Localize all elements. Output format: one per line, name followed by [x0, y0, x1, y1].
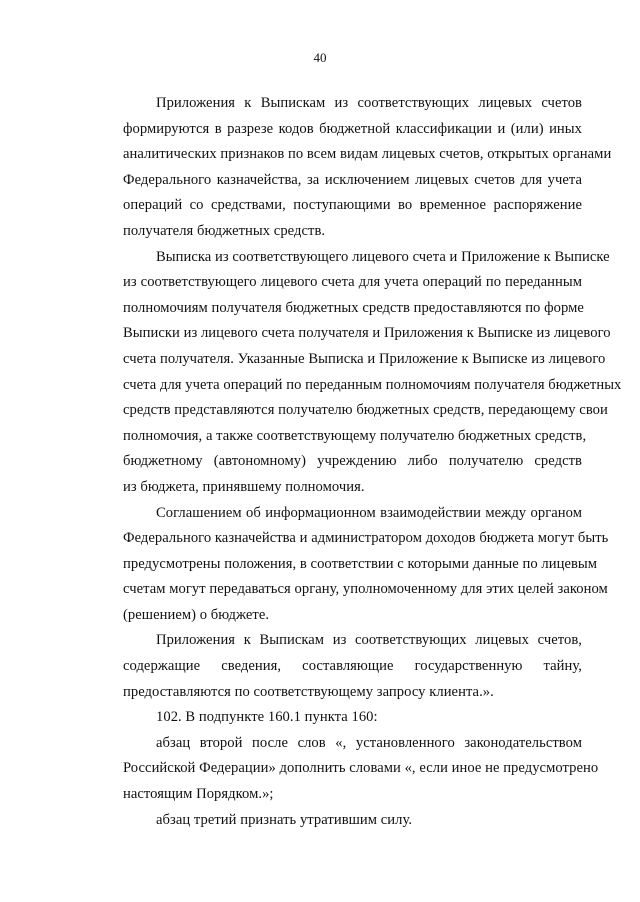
paragraph	[90, 731, 599, 808]
text-line: Приложения к Выпискам из соответствующих лицевых счетов,	[156, 632, 582, 649]
paragraph	[90, 705, 582, 731]
text-line: Выписки из лицевого счета получателя и Приложения к Выписке из лицевого	[123, 325, 611, 342]
text-line: полномочия, а также соответствующему получателю бюджетных средств,	[123, 427, 587, 444]
text-line: Соглашением об информационном взаимодействии между органом	[156, 504, 582, 521]
text-line: предусмотрены положения, в соответствии с которыми данные по лицевым	[123, 555, 598, 572]
text-line: из бюджета, принявшему полномочия.	[123, 478, 365, 495]
text-line: Федерального казначейства, за исключением лицевых счетов для учета	[123, 171, 582, 188]
text-line: (решением) о бюджете.	[123, 606, 270, 623]
text-line: получателя бюджетных средств.	[123, 222, 326, 239]
text-line: предоставляются по соответствующему запросу клиента.».	[123, 683, 494, 700]
text-line: счетам могут передаваться органу, уполномоченному для этих целей законом	[123, 581, 608, 598]
text-line: настоящим Порядком.»;	[123, 786, 274, 803]
text-line: Приложения к Выпискам из соответствующих лицевых счетов	[156, 95, 582, 111]
text-line: Федерального казначейства и администратором доходов бюджета могут быть	[123, 530, 609, 547]
paragraph	[90, 628, 582, 705]
text-line: абзац второй после слов «, установленного законодательством	[156, 734, 582, 751]
text-line: счета для учета операций по переданным полномочиям получателя бюджетных	[123, 376, 622, 393]
text-line: абзац третий признать утратившим силу.	[156, 811, 413, 828]
paragraph	[90, 501, 609, 629]
text-line: счета получателя. Указанные Выписка и Приложение к Выписке из лицевого	[123, 350, 606, 367]
text-line: формируются в разрезе кодов бюджетной классификации и (или) иных	[123, 120, 582, 137]
text-line: содержащие сведения, составляющие государственную тайну,	[123, 658, 582, 675]
text-line: 102. В подпункте 160.1 пункта 160:	[156, 709, 378, 726]
text-line: из соответствующего лицевого счета для учета операций по переданным	[123, 274, 582, 291]
text-line: Российской Федерации» дополнить словами «, если иное не предусмотрено	[123, 760, 599, 777]
text-line: полномочиям получателя бюджетных средств предоставляются по форме	[123, 299, 584, 316]
text-line: Выписка из соответствующего лицевого счета и Приложение к Выписке	[156, 248, 610, 265]
page-number: 40	[313, 50, 327, 65]
document-body	[90, 91, 622, 833]
paragraph	[90, 245, 622, 501]
paragraph	[90, 808, 582, 834]
paragraph	[90, 91, 612, 245]
text-line: бюджетному (автономному) учреждению либо получателю средств	[123, 453, 582, 470]
text-line: операций со средствами, поступающими во временное распоряжение	[123, 197, 582, 214]
text-line: аналитических признаков по всем видам лицевых счетов, открытых органами	[123, 146, 612, 163]
text-line: средств представляются получателю бюджетных средств, передающему свои	[123, 402, 608, 419]
